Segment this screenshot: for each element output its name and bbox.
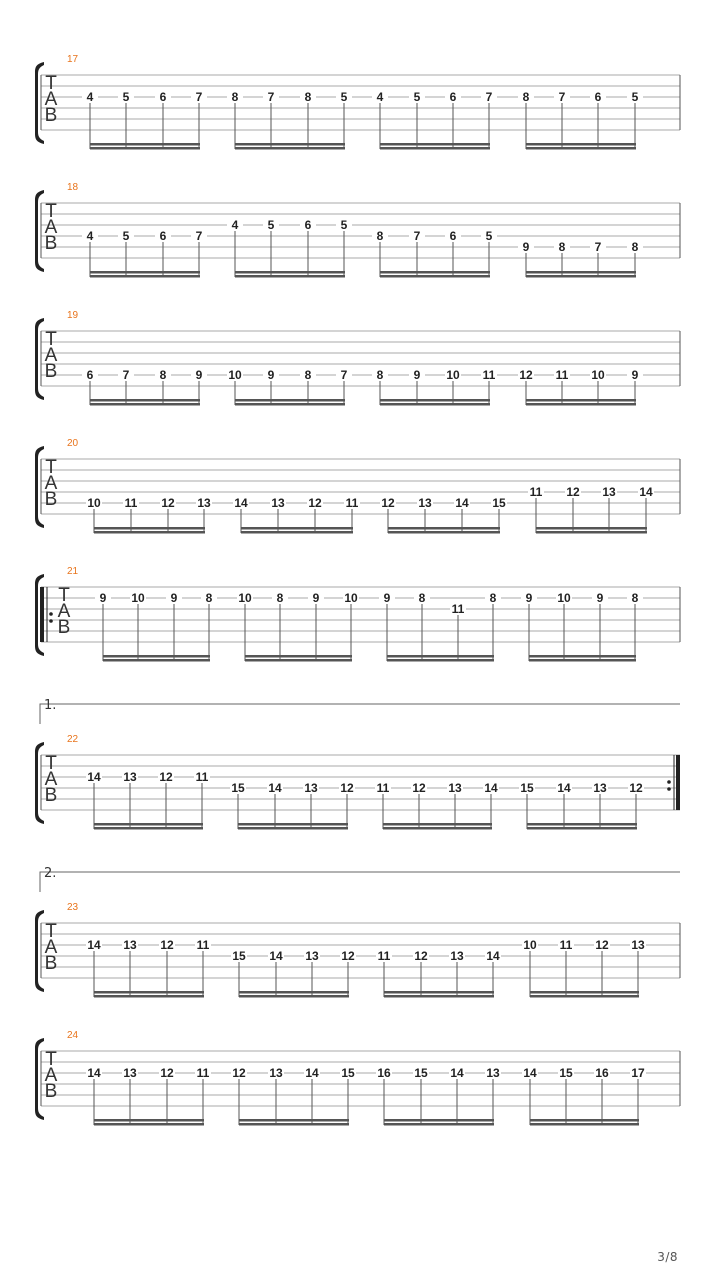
beam-group bbox=[227, 218, 352, 278]
fret-number: 13 bbox=[269, 1066, 283, 1080]
beam-primary bbox=[235, 271, 345, 274]
fret-number: 11 bbox=[376, 781, 390, 795]
fret-number: 6 bbox=[449, 229, 457, 243]
beam-primary bbox=[239, 991, 349, 994]
beam-secondary bbox=[238, 827, 348, 830]
fret-number: 12 bbox=[340, 781, 354, 795]
beam-group bbox=[380, 496, 507, 534]
fret-number: 10 bbox=[131, 591, 145, 605]
beam-primary bbox=[387, 655, 494, 658]
beam-group bbox=[237, 591, 359, 662]
measure-number: 21 bbox=[67, 566, 79, 577]
fret-number: 8 bbox=[276, 591, 284, 605]
beam-primary bbox=[384, 991, 494, 994]
repeat-dot bbox=[667, 780, 671, 784]
fret-number: 13 bbox=[123, 1066, 137, 1080]
measure-number: 17 bbox=[67, 54, 79, 65]
beam-secondary bbox=[529, 659, 636, 662]
fret-number: 14 bbox=[523, 1066, 537, 1080]
fret-number: 12 bbox=[232, 1066, 246, 1080]
fret-number: 9 bbox=[631, 368, 639, 382]
tab-clef-letter: T bbox=[45, 201, 57, 222]
system-bracket bbox=[35, 318, 44, 400]
tab-clef-letter: B bbox=[44, 785, 58, 806]
fret-number: 8 bbox=[418, 591, 426, 605]
fret-number: 14 bbox=[269, 949, 283, 963]
fret-number: 14 bbox=[87, 770, 101, 784]
fret-number: 5 bbox=[413, 90, 421, 104]
fret-number: 16 bbox=[595, 1066, 609, 1080]
fret-number: 6 bbox=[594, 90, 602, 104]
beam-primary bbox=[94, 527, 205, 530]
beam-group bbox=[86, 496, 212, 534]
system-bracket bbox=[35, 190, 44, 272]
staff-system bbox=[35, 866, 680, 998]
fret-number: 6 bbox=[159, 229, 167, 243]
beam-primary bbox=[380, 399, 490, 402]
measure-number: 22 bbox=[67, 734, 79, 745]
beam-group bbox=[82, 368, 207, 406]
fret-number: 8 bbox=[489, 591, 497, 605]
fret-number: 12 bbox=[595, 938, 609, 952]
fret-number: 8 bbox=[159, 368, 167, 382]
tab-clef-letter: B bbox=[44, 953, 58, 974]
system-bracket bbox=[35, 62, 44, 144]
fret-number: 10 bbox=[557, 591, 571, 605]
fret-number: 8 bbox=[231, 90, 239, 104]
beam-secondary bbox=[526, 147, 636, 150]
beam-group bbox=[522, 938, 646, 998]
fret-number: 5 bbox=[267, 218, 275, 232]
fret-number: 9 bbox=[99, 591, 107, 605]
beam-secondary bbox=[241, 531, 353, 534]
system-bracket bbox=[35, 742, 44, 824]
beam-secondary bbox=[235, 275, 345, 278]
fret-number: 9 bbox=[312, 591, 320, 605]
tab-clef-letter: A bbox=[44, 937, 58, 958]
beam-secondary bbox=[94, 827, 203, 830]
fret-number: 4 bbox=[231, 218, 239, 232]
fret-number: 8 bbox=[558, 240, 566, 254]
fret-number: 8 bbox=[205, 591, 213, 605]
fret-number: 14 bbox=[455, 496, 469, 510]
fret-number: 5 bbox=[122, 229, 130, 243]
fret-number: 14 bbox=[450, 1066, 464, 1080]
beam-primary bbox=[94, 823, 203, 826]
fret-number: 12 bbox=[629, 781, 643, 795]
fret-number: 5 bbox=[340, 218, 348, 232]
beam-primary bbox=[94, 991, 204, 994]
beam-primary bbox=[103, 655, 210, 658]
fret-number: 13 bbox=[305, 949, 319, 963]
fret-number: 11 bbox=[377, 949, 391, 963]
volta-label: 1. bbox=[44, 698, 57, 713]
fret-number: 12 bbox=[414, 949, 428, 963]
beam-group bbox=[231, 1066, 356, 1126]
fret-number: 13 bbox=[123, 770, 137, 784]
tab-clef-letter: T bbox=[58, 585, 70, 606]
fret-number: 9 bbox=[596, 591, 604, 605]
fret-number: 12 bbox=[161, 496, 175, 510]
fret-number: 8 bbox=[631, 240, 639, 254]
fret-number: 9 bbox=[525, 591, 533, 605]
beam-primary bbox=[239, 1119, 349, 1122]
tab-clef-letter: A bbox=[44, 89, 58, 110]
beam-secondary bbox=[239, 995, 349, 998]
beam-group bbox=[227, 90, 352, 150]
fret-number: 11 bbox=[529, 485, 543, 499]
tab-clef-letter: B bbox=[44, 489, 58, 510]
fret-number: 9 bbox=[383, 591, 391, 605]
beam-group bbox=[372, 90, 497, 150]
tab-clef-letter: A bbox=[44, 217, 58, 238]
fret-number: 11 bbox=[482, 368, 496, 382]
fret-number: 17 bbox=[631, 1066, 645, 1080]
fret-number: 13 bbox=[418, 496, 432, 510]
fret-number: 13 bbox=[448, 781, 462, 795]
beam-primary bbox=[235, 143, 345, 146]
beam-group bbox=[95, 591, 217, 662]
fret-number: 7 bbox=[558, 90, 566, 104]
fret-number: 5 bbox=[122, 90, 130, 104]
beam-secondary bbox=[380, 147, 490, 150]
beam-primary bbox=[388, 527, 500, 530]
beam-group bbox=[522, 1066, 646, 1126]
fret-number: 10 bbox=[591, 368, 605, 382]
fret-number: 13 bbox=[304, 781, 318, 795]
tab-clef-letter: B bbox=[44, 105, 58, 126]
fret-number: 15 bbox=[414, 1066, 428, 1080]
fret-number: 13 bbox=[631, 938, 645, 952]
staff-system bbox=[35, 182, 680, 278]
fret-number: 10 bbox=[446, 368, 460, 382]
fret-number: 11 bbox=[555, 368, 569, 382]
fret-number: 14 bbox=[87, 1066, 101, 1080]
beam-secondary bbox=[536, 531, 647, 534]
fret-number: 10 bbox=[523, 938, 537, 952]
beam-primary bbox=[90, 143, 200, 146]
fret-number: 14 bbox=[234, 496, 248, 510]
volta-bracket bbox=[40, 872, 680, 892]
beam-group bbox=[518, 240, 643, 278]
beam-secondary bbox=[380, 275, 490, 278]
beam-primary bbox=[526, 399, 636, 402]
tab-clef-letter: B bbox=[44, 233, 58, 254]
beam-secondary bbox=[103, 659, 210, 662]
fret-number: 15 bbox=[559, 1066, 573, 1080]
fret-number: 5 bbox=[340, 90, 348, 104]
fret-number: 11 bbox=[124, 496, 138, 510]
tab-clef-letter: T bbox=[45, 1049, 57, 1070]
fret-number: 12 bbox=[341, 949, 355, 963]
fret-number: 9 bbox=[170, 591, 178, 605]
fret-number: 12 bbox=[159, 770, 173, 784]
beam-primary bbox=[380, 271, 490, 274]
fret-number: 10 bbox=[87, 496, 101, 510]
beam-secondary bbox=[245, 659, 352, 662]
fret-number: 13 bbox=[271, 496, 285, 510]
fret-number: 8 bbox=[304, 90, 312, 104]
beam-secondary bbox=[380, 403, 490, 406]
beam-secondary bbox=[526, 275, 636, 278]
beam-primary bbox=[529, 655, 636, 658]
beam-secondary bbox=[239, 1123, 349, 1126]
beam-secondary bbox=[384, 1123, 494, 1126]
fret-number: 7 bbox=[594, 240, 602, 254]
tab-clef-letter: A bbox=[57, 601, 71, 622]
fret-number: 15 bbox=[231, 781, 245, 795]
fret-number: 11 bbox=[196, 1066, 210, 1080]
fret-number: 13 bbox=[602, 485, 616, 499]
beam-group bbox=[518, 368, 643, 406]
beam-primary bbox=[383, 823, 492, 826]
beam-secondary bbox=[384, 995, 494, 998]
staff-system bbox=[35, 54, 680, 150]
tab-clef-letter: A bbox=[44, 473, 58, 494]
repeat-dot bbox=[667, 787, 671, 791]
beam-group bbox=[376, 1066, 501, 1126]
fret-number: 16 bbox=[377, 1066, 391, 1080]
fret-number: 10 bbox=[238, 591, 252, 605]
measure-number: 24 bbox=[67, 1030, 79, 1041]
fret-number: 5 bbox=[485, 229, 493, 243]
staff-system bbox=[35, 310, 680, 406]
fret-number: 14 bbox=[268, 781, 282, 795]
tab-clef-letter: A bbox=[44, 345, 58, 366]
measure-number: 19 bbox=[67, 310, 79, 321]
fret-number: 11 bbox=[196, 938, 210, 952]
fret-number: 14 bbox=[557, 781, 571, 795]
fret-number: 13 bbox=[197, 496, 211, 510]
staff-system bbox=[35, 438, 680, 534]
beam-secondary bbox=[383, 827, 492, 830]
beam-group bbox=[521, 591, 643, 662]
tab-clef-letter: B bbox=[44, 1081, 58, 1102]
beam-primary bbox=[380, 143, 490, 146]
measure-number: 20 bbox=[67, 438, 79, 449]
system-bracket bbox=[35, 446, 44, 528]
beam-primary bbox=[536, 527, 647, 530]
beam-group bbox=[86, 938, 211, 998]
beam-secondary bbox=[90, 275, 200, 278]
beam-primary bbox=[241, 527, 353, 530]
fret-number: 7 bbox=[485, 90, 493, 104]
beam-group bbox=[82, 90, 207, 150]
tab-clef-letter: T bbox=[45, 753, 57, 774]
repeat-start-thick-barline bbox=[40, 587, 44, 642]
fret-number: 5 bbox=[631, 90, 639, 104]
fret-number: 4 bbox=[86, 90, 94, 104]
fret-number: 7 bbox=[122, 368, 130, 382]
beam-primary bbox=[530, 1119, 639, 1122]
fret-number: 11 bbox=[345, 496, 359, 510]
fret-number: 14 bbox=[87, 938, 101, 952]
measure-number: 18 bbox=[67, 182, 79, 193]
fret-number: 15 bbox=[232, 949, 246, 963]
page-number: 3/8 bbox=[657, 1250, 678, 1264]
repeat-dot bbox=[49, 612, 53, 616]
fret-number: 11 bbox=[451, 602, 465, 616]
tab-clef-letter: T bbox=[45, 329, 57, 350]
beam-group bbox=[227, 368, 352, 406]
beam-secondary bbox=[527, 827, 637, 830]
fret-number: 7 bbox=[195, 229, 203, 243]
fret-number: 15 bbox=[341, 1066, 355, 1080]
fret-number: 10 bbox=[344, 591, 358, 605]
fret-number: 4 bbox=[86, 229, 94, 243]
measure-number: 23 bbox=[67, 902, 79, 913]
volta-bracket bbox=[40, 704, 680, 724]
fret-number: 13 bbox=[593, 781, 607, 795]
fret-number: 9 bbox=[522, 240, 530, 254]
fret-number: 7 bbox=[267, 90, 275, 104]
fret-number: 12 bbox=[519, 368, 533, 382]
staff-system bbox=[35, 698, 680, 830]
fret-number: 13 bbox=[450, 949, 464, 963]
fret-number: 15 bbox=[492, 496, 506, 510]
beam-secondary bbox=[235, 147, 345, 150]
fret-number: 14 bbox=[305, 1066, 319, 1080]
beam-secondary bbox=[235, 403, 345, 406]
fret-number: 12 bbox=[160, 938, 174, 952]
tab-clef-letter: A bbox=[44, 769, 58, 790]
fret-number: 8 bbox=[631, 591, 639, 605]
beam-group bbox=[372, 368, 497, 406]
beam-primary bbox=[94, 1119, 204, 1122]
repeat-dot bbox=[49, 619, 53, 623]
beam-secondary bbox=[90, 147, 200, 150]
fret-number: 9 bbox=[413, 368, 421, 382]
fret-number: 13 bbox=[123, 938, 137, 952]
fret-number: 6 bbox=[86, 368, 94, 382]
tab-clef-letter: T bbox=[45, 457, 57, 478]
beam-secondary bbox=[94, 995, 204, 998]
beam-primary bbox=[384, 1119, 494, 1122]
staff-system bbox=[35, 1030, 680, 1126]
beam-primary bbox=[530, 991, 639, 994]
tab-clef-letter: T bbox=[45, 921, 57, 942]
fret-number: 7 bbox=[413, 229, 421, 243]
fret-number: 9 bbox=[267, 368, 275, 382]
fret-number: 7 bbox=[195, 90, 203, 104]
repeat-end-thick-barline bbox=[676, 755, 680, 810]
beam-secondary bbox=[387, 659, 494, 662]
fret-number: 14 bbox=[484, 781, 498, 795]
beam-group bbox=[86, 1066, 211, 1126]
fret-number: 12 bbox=[566, 485, 580, 499]
beam-primary bbox=[90, 271, 200, 274]
fret-number: 6 bbox=[449, 90, 457, 104]
beam-primary bbox=[235, 399, 345, 402]
beam-secondary bbox=[526, 403, 636, 406]
beam-primary bbox=[527, 823, 637, 826]
fret-number: 11 bbox=[195, 770, 209, 784]
beam-group bbox=[233, 496, 360, 534]
fret-number: 8 bbox=[304, 368, 312, 382]
fret-number: 14 bbox=[486, 949, 500, 963]
fret-number: 12 bbox=[160, 1066, 174, 1080]
tab-clef-letter: B bbox=[44, 361, 58, 382]
fret-number: 4 bbox=[376, 90, 384, 104]
tab-clef-letter: B bbox=[57, 617, 71, 638]
beam-secondary bbox=[94, 531, 205, 534]
fret-number: 6 bbox=[304, 218, 312, 232]
volta-label: 2. bbox=[44, 866, 57, 881]
tab-clef-letter: A bbox=[44, 1065, 58, 1086]
fret-number: 13 bbox=[486, 1066, 500, 1080]
fret-number: 11 bbox=[559, 938, 573, 952]
beam-primary bbox=[245, 655, 352, 658]
fret-number: 12 bbox=[381, 496, 395, 510]
fret-number: 6 bbox=[159, 90, 167, 104]
fret-number: 8 bbox=[376, 368, 384, 382]
fret-number: 8 bbox=[376, 229, 384, 243]
beam-primary bbox=[526, 143, 636, 146]
beam-primary bbox=[526, 271, 636, 274]
beam-primary bbox=[238, 823, 348, 826]
fret-number: 9 bbox=[195, 368, 203, 382]
fret-number: 15 bbox=[520, 781, 534, 795]
fret-number: 7 bbox=[340, 368, 348, 382]
beam-secondary bbox=[90, 403, 200, 406]
beam-secondary bbox=[388, 531, 500, 534]
fret-number: 8 bbox=[522, 90, 530, 104]
beam-secondary bbox=[530, 1123, 639, 1126]
fret-number: 14 bbox=[639, 485, 653, 499]
beam-group bbox=[518, 90, 643, 150]
fret-number: 10 bbox=[228, 368, 242, 382]
tab-clef-letter: T bbox=[45, 73, 57, 94]
beam-secondary bbox=[530, 995, 639, 998]
system-bracket bbox=[35, 910, 44, 992]
beam-group bbox=[86, 770, 210, 830]
beam-primary bbox=[90, 399, 200, 402]
fret-number: 12 bbox=[308, 496, 322, 510]
fret-number: 12 bbox=[412, 781, 426, 795]
system-bracket bbox=[35, 1038, 44, 1120]
beam-secondary bbox=[94, 1123, 204, 1126]
staff-system bbox=[35, 566, 680, 662]
beam-group bbox=[379, 591, 501, 662]
